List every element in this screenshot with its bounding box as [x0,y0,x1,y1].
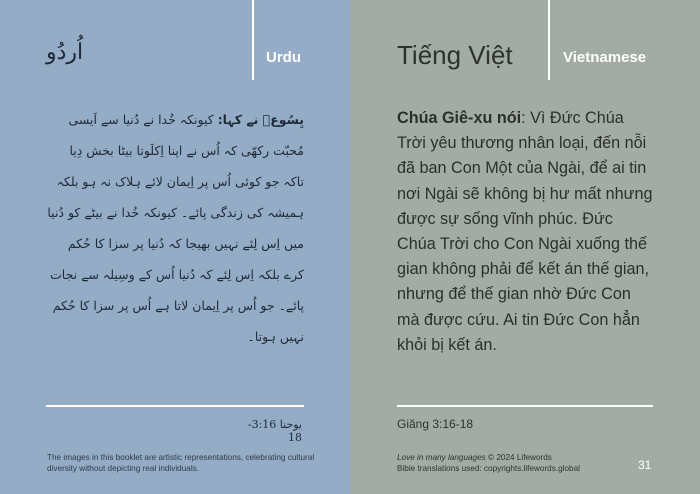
vietnamese-language-english: Vietnamese [563,49,647,66]
urdu-verse [46,104,304,352]
vietnamese-language-name: Tiếng Việt [397,40,513,70]
booklet-credits [397,452,627,474]
urdu-verse-speaker: یِسُوعؔ نے کہا: [217,112,304,127]
image-disclaimer: The images in this booklet are artistic representations, celebrating cultural diversity without depicting real individuals. [47,453,315,473]
vietnamese-reference-divider [397,405,653,407]
book-title: Love in many languages [397,453,486,462]
urdu-reference: یوحنا 3:16-18 [247,418,302,444]
urdu-reference-divider [46,405,304,407]
urdu-header-divider [252,0,254,80]
vietnamese-verse-text: : Vì Đức Chúa Trời yêu thương nhân loại, đến nỗi đã ban Con Một của Ngài, để ai tin nơi Ngài sẽ không bị hư mất nhưng được sự sống vĩnh phúc. Đức Chúa Trời cho Con Ngài xuống thế gian không phải để kết án thế gian, nhưng để thế gian nhờ Đức Con mà được cứu. Ai tin Đức Con hẳn khỏi bị kết án. [397,109,653,354]
vietnamese-reference: Giăng 3:16-18 [397,417,474,431]
page-number: 31 [638,458,652,472]
translations-credit: Bible translations used: copyrights.lifewords.global [397,464,580,473]
urdu-language-english: Urdu [266,49,301,66]
copyright: © 2024 Lifewords [485,453,552,462]
vietnamese-verse-speaker: Chúa Giê-xu nói [397,109,522,127]
urdu-language-name: اُردُو [46,40,84,65]
credits-line-1 [397,452,627,463]
vietnamese-verse [397,106,655,358]
urdu-verse-text: کیونکہ خُدا نے دُنیا سے اَیسی مُحبّت رکھّی کہ اُس نے اپنا اِکلَوتا بیٹا بخش دِیا تاکہ جو کوئی اُس پر اِیمان لائے ہلاک نہ ہو بلکہ ہمیشہ کی زندگی پائے۔ کیونکہ خُدا نے بیٹے کو دُنیا میں اِس لِئے نہیں بھیجا کہ دُنیا پر سزا کا حُکم کرے بلکہ اِس لِئے کہ دُنیا اُس کے وسِیلہ سے نجات پائے۔ جو اُس پر اِیمان لاتا ہے اُس پر سزا کا حُکم نہیں ہوتا۔ [47,112,304,344]
vietnamese-header-divider [548,0,550,80]
